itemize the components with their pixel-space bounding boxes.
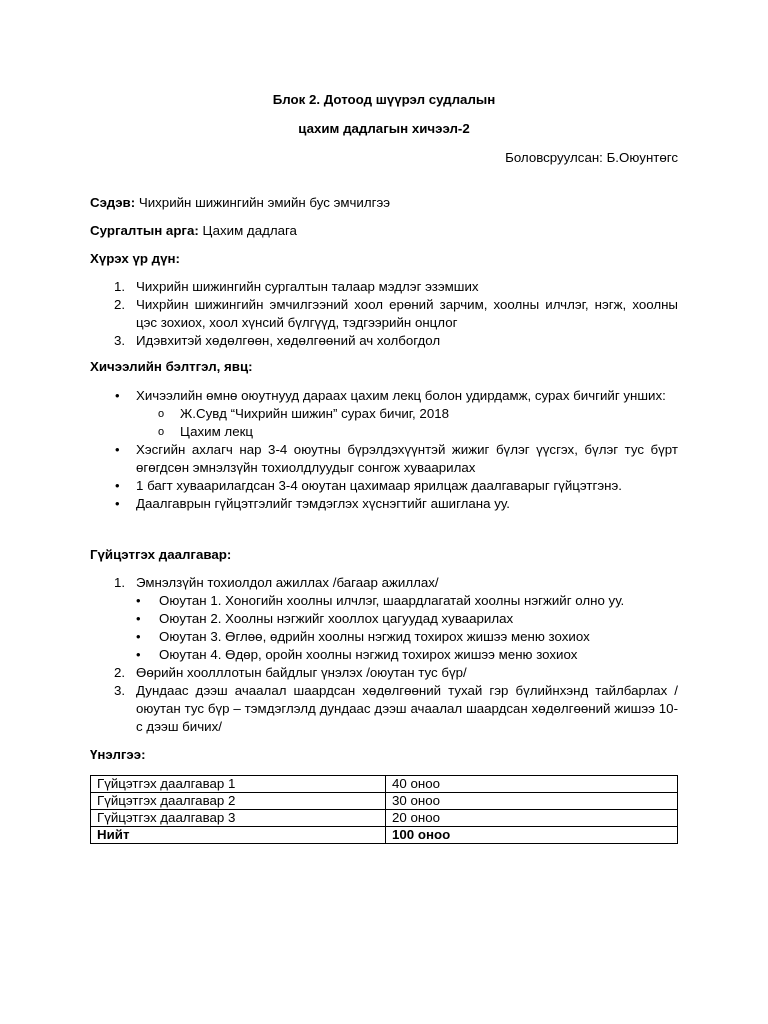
list-item-text: Чихрийн шижингийн сургалтын талаар мэдлэг эзэмших [136,279,479,294]
list-item-text: Цахим лекц [180,424,254,439]
table-row [91,810,678,827]
table-row [91,793,678,810]
outcomes-heading: Хүрэх үр дүн: [90,251,180,266]
bullet-icon: • [136,629,141,644]
evaluation-heading: Үнэлгээ: [90,747,146,762]
list-item-text: Даалгаврын гүйцэтгэлийг тэмдэглэх хүснэгтийг ашиглана уу. [136,496,510,511]
bullet-icon: • [136,611,141,626]
author-line: Боловсруулсан: Б.Оюунтөгс [505,150,678,165]
sub-list-item [90,423,678,441]
list-item-text: Өөрийн хоолллотын байдлыг үнэлэх /оюутан тус бүр/ [136,665,467,680]
topic-value: Чихрийн шижингийн эмийн бус эмчилгээ [138,195,391,210]
list-item-text: Оюутан 4. Өдөр, оройн хоолны нэгжид тохирох жишээ меню зохиох [159,647,578,662]
method-line [90,222,678,240]
list-number: 3. [114,683,126,698]
list-item [90,664,678,682]
list-item-text: Хэсгийн ахлагч нар 3-4 оюутны бүрэлдэхүүнтэй жижиг бүлэг үүсгэх, бүлэг тус бүрт өгөгдсөн эмнэлзүйн тохиолдлуудыг сонгож хуваарилах [136,442,678,475]
title-line-2: цахим дадлагын хичээл-2 [298,121,470,136]
task-cell: Гүйцэтгэх даалгавар 2 [91,793,386,810]
list-item-text: Дундаас дээш ачаалал шаардсан хөдөлгөөний тухай гэр бүлийнхэнд тайлбарлах /оюутан тус бүр – тэмдэглэлд дундаас дээш ачаалал шаардсан хөдөлгөөний жишээ 10-с дээш бичих/ [136,683,678,734]
student-task-item [90,610,678,628]
circle-bullet-icon: o [158,426,165,438]
list-item-text: Оюутан 1. Хоногийн хоолны илчлэг, шаардлагатай хоолны нэгжийг олно уу. [159,593,625,608]
list-number: 1. [114,575,126,590]
method-label: Сургалтын арга: [90,223,199,238]
tasks-heading: Гүйцэтгэх даалгавар: [90,547,232,562]
list-item [90,296,678,332]
list-item-text: Оюутан 3. Өглөө, өдрийн хоолны нэгжид тохирох жишээ меню зохиох [159,629,590,644]
preparation-list [90,387,678,513]
bullet-icon: • [115,478,120,493]
list-item-text: 1 багт хуваарилагдсан 3-4 оюутан цахимаар ярилцаж даалгаварыг гүйцэтгэнэ. [136,478,622,493]
circle-bullet-icon: o [158,408,165,420]
list-item [90,278,678,296]
student-task-item [90,628,678,646]
bullet-icon: • [115,442,120,457]
list-item [90,441,678,477]
tasks-list [90,574,678,736]
score-cell: 30 оноо [386,793,678,810]
list-item-text: Хичээлийн өмнө оюутнууд дараах цахим лекц болон удирдамж, сурах бичгийг унших: [136,388,666,403]
list-item-text: Ж.Сувд “Чихрийн шижин” сурах бичиг, 2018 [180,406,450,421]
topic-line [90,194,678,212]
title-line-1: Блок 2. Дотоод шүүрэл судлалын [272,92,496,107]
list-item [90,574,678,592]
bullet-icon: • [115,496,120,511]
task-cell: Гүйцэтгэх даалгавар 1 [91,776,386,793]
total-row [91,827,678,844]
score-cell: 20 оноо [386,810,678,827]
list-item-text: Идэвхитэй хөдөлгөөн, хөдөлгөөний ач холбогдол [136,333,441,348]
list-number: 2. [114,297,126,312]
list-item [90,332,678,350]
evaluation-table [90,775,678,844]
bullet-icon: • [136,647,141,662]
sub-list-item [90,405,678,423]
list-item-text: Чихрйин шижингийн эмчилгээний хоол ерөний зарчим, хоолны илчлэг, нэгж, хоолны цэс зохиох, хоол хүнсий бүлгүүд, тэдгээрийн онцлог [136,297,678,330]
outcomes-list [90,278,678,350]
list-item [90,682,678,736]
total-score-cell: 100 оноо [386,827,678,844]
list-item [90,387,678,405]
student-task-item [90,592,678,610]
list-number: 2. [114,665,126,680]
method-value: Цахим дадлага [202,223,297,238]
student-task-item [90,646,678,664]
score-cell: 40 оноо [386,776,678,793]
preparation-heading: Хичээлийн бэлтгэл, явц: [90,359,253,374]
topic-label: Сэдэв: [90,195,136,210]
total-label-cell: Нийт [91,827,386,844]
bullet-icon: • [115,388,120,403]
bullet-icon: • [136,593,141,608]
list-item [90,477,678,495]
list-item-text: Оюутан 2. Хоолны нэгжийг хооллох цагуудад хуваарилах [159,611,514,626]
list-number: 1. [114,279,126,294]
list-item-text: Эмнэлзүйн тохиолдол ажиллах /багаар ажиллах/ [136,575,439,590]
list-item [90,495,678,513]
list-number: 3. [114,333,126,348]
table-row [91,776,678,793]
task-cell: Гүйцэтгэх даалгавар 3 [91,810,386,827]
